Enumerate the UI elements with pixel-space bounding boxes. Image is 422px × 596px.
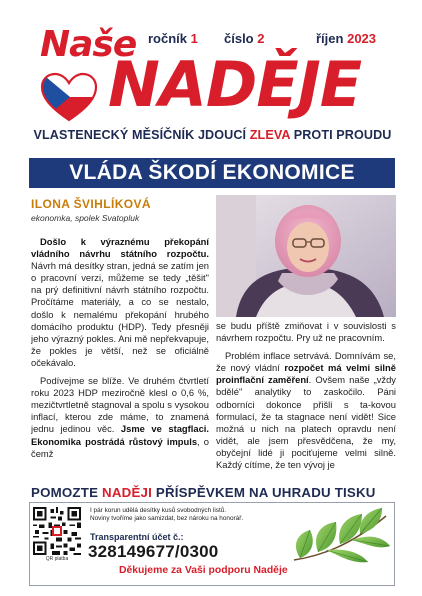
account-number: 328149677/0300 xyxy=(88,542,219,561)
donation-note: I pár korun udělá desítky kusů svobodných listů. Noviny tvoříme jako samizdat, bez nároku na honorář. xyxy=(90,507,244,522)
brand-name-small: Naše xyxy=(40,24,137,65)
account-label: Transparentní účet č.: xyxy=(90,532,184,542)
qr-code-icon[interactable] xyxy=(33,507,81,555)
green-leaves-icon xyxy=(290,506,392,568)
donation-title: POMOZTE NADĚJI PŘÍSPĚVKEM NA UHRADU TISKU xyxy=(31,485,376,500)
author-role: ekonomka, spolek Svatopluk xyxy=(31,213,140,223)
article-paragraph: Podívejme se blíže. Ve druhém čtvrtletí roku 2023 HDP meziročně klesl o 0,6 %, mezičtvrtletně stagnoval a spolu s vysokou inflací, kterou zde máme, to znamená jednu jedinou věc. Jsme ve stagflaci. Ekonomika postrádá růstový impuls, o čemž xyxy=(31,375,209,459)
headline-text: VLÁDA ŠKODÍ EKONOMICE xyxy=(69,161,355,184)
thanks-message: Děkujeme za Vaši podporu Naděje xyxy=(119,565,288,576)
article-paragraph: se budu příště zmiňovat i v souvislosti s návrhem rozpočtu. Pry už ne pracovním. xyxy=(216,320,396,344)
article-column-left xyxy=(31,236,209,476)
author-portrait-photo xyxy=(216,195,396,317)
issue-date: říjen 2023 xyxy=(316,31,377,46)
qr-caption: QR platba xyxy=(45,556,69,562)
masthead xyxy=(0,0,422,142)
author-name: ILONA ŠVIHLÍKOVÁ xyxy=(31,197,151,211)
heart-czech-flag-icon xyxy=(40,72,98,122)
tagline: VLASTENECKÝ MĚSÍČNÍK JDOUCÍ ZLEVA PROTI PROUDU xyxy=(33,128,392,142)
article-paragraph: Problém inflace setrvává. Domnívám se, že nový vládní rozpočet má velmi silně proinflační zaměření. Ovšem naše „vždy bdělé" analytiky to zaskočilo. Páni odborníci dokonce přišli s ta-kovou formulací, že ta stagnace není vidět! Sice možná u nich na platech opravdu není vidět, ale jsem přesvědčena, že my, obyčejní lidé ji pociťujeme velmi silně. Každý cítíme, že ten vývoj je xyxy=(216,350,396,471)
volume-number: ročník 1 xyxy=(148,31,198,46)
issue-number: číslo 2 xyxy=(224,31,265,46)
article-paragraph: Došlo k výraznému překopání vládního návrhu státního rozpočtu. Návrh má desítky stran, jedná se zatím jen o pracovní verzi, můžeme se tedy „těšit" na prý definitivní návrh státního rozpočtu. Pročítáme materiály, a co se nestalo, došlo k nemalému překopání hrubého domácího produktu (HDP). Tedy přesněji jeho výrazný pokles. Ani mě nepřekvapuje, že pokles je větší, než se oficiálně očekávalo. xyxy=(31,236,209,368)
article-column-right xyxy=(216,320,396,476)
headline-banner xyxy=(29,158,395,188)
brand-name-large: NADĚJE xyxy=(108,48,362,121)
